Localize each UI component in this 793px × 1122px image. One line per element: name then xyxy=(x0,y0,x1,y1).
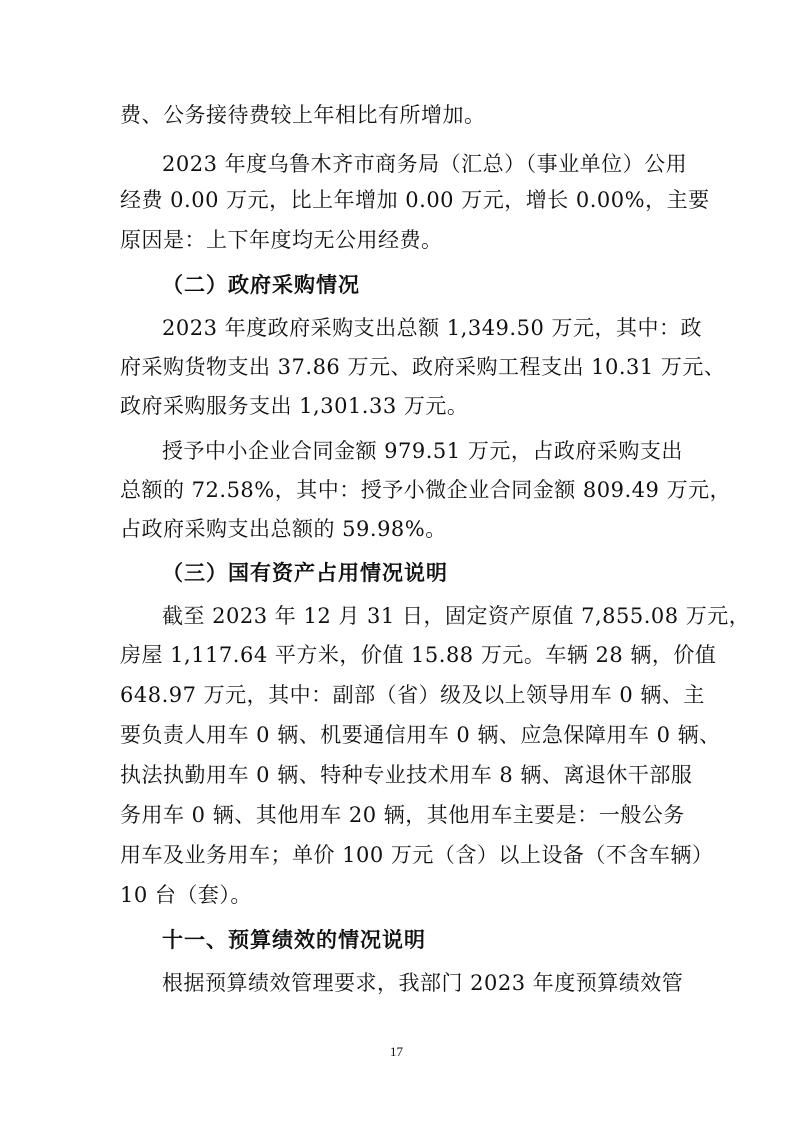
paragraph-line: 截至 2023 年 12 月 31 日，固定资产原值 7,855.08 万元， xyxy=(162,604,751,628)
paragraph-line: 10 台（套）。 xyxy=(120,883,252,907)
paragraph-line: 经费 0.00 万元，比上年增加 0.00 万元，增长 0.00%，主要 xyxy=(120,188,710,212)
paragraph-line: 授予中小企业合同金额 979.51 万元，占政府采购支出 xyxy=(162,439,683,463)
paragraph-line: 要负责人用车 0 辆、机要通信用车 0 辆、应急保障用车 0 辆、 xyxy=(120,723,721,747)
paragraph-line: 648.97 万元，其中：副部（省）级及以上领导用车 0 辆、主 xyxy=(120,683,705,707)
paragraph-line: 2023 年度乌鲁木齐市商务局（汇总）（事业单位）公用 xyxy=(162,152,688,176)
paragraph-line: 原因是：上下年度均无公用经费。 xyxy=(120,228,443,252)
paragraph-line: 占政府采购支出总额的 59.98%。 xyxy=(120,517,447,541)
section-heading-procurement: （二）政府采购情况 xyxy=(162,273,360,297)
paragraph-line: 务用车 0 辆、其他用车 20 辆，其他用车主要是：一般公务 xyxy=(120,803,685,827)
paragraph-line: 府采购货物支出 37.86 万元、政府采购工程支出 10.31 万元、 xyxy=(120,355,726,379)
paragraph-line: 执法执勤用车 0 辆、特种专业技术用车 8 辆、离退休干部服 xyxy=(120,763,693,787)
section-heading-state-assets: （三）国有资产占用情况说明 xyxy=(162,561,448,585)
paragraph-line: 用车及业务用车；单价 100 万元（含）以上设备（不含车辆） xyxy=(120,843,714,867)
paragraph-line: 根据预算绩效管理要求，我部门 2023 年度预算绩效管 xyxy=(162,971,684,995)
page-number: 17 xyxy=(390,1044,403,1059)
paragraph-line: 总额的 72.58%，其中：授予小微企业合同金额 809.49 万元， xyxy=(120,478,732,502)
paragraph-line: 政府采购服务支出 1,301.33 万元。 xyxy=(120,394,469,418)
paragraph-line: 2023 年度政府采购支出总额 1,349.50 万元，其中：政 xyxy=(162,316,702,340)
paragraph-line: 房屋 1,117.64 平方米，价值 15.88 万元。车辆 28 辆，价值 xyxy=(120,643,717,667)
paragraph-line: 费、公务接待费较上年相比有所增加。 xyxy=(120,103,486,127)
section-heading-performance: 十一、预算绩效的情况说明 xyxy=(162,928,426,952)
